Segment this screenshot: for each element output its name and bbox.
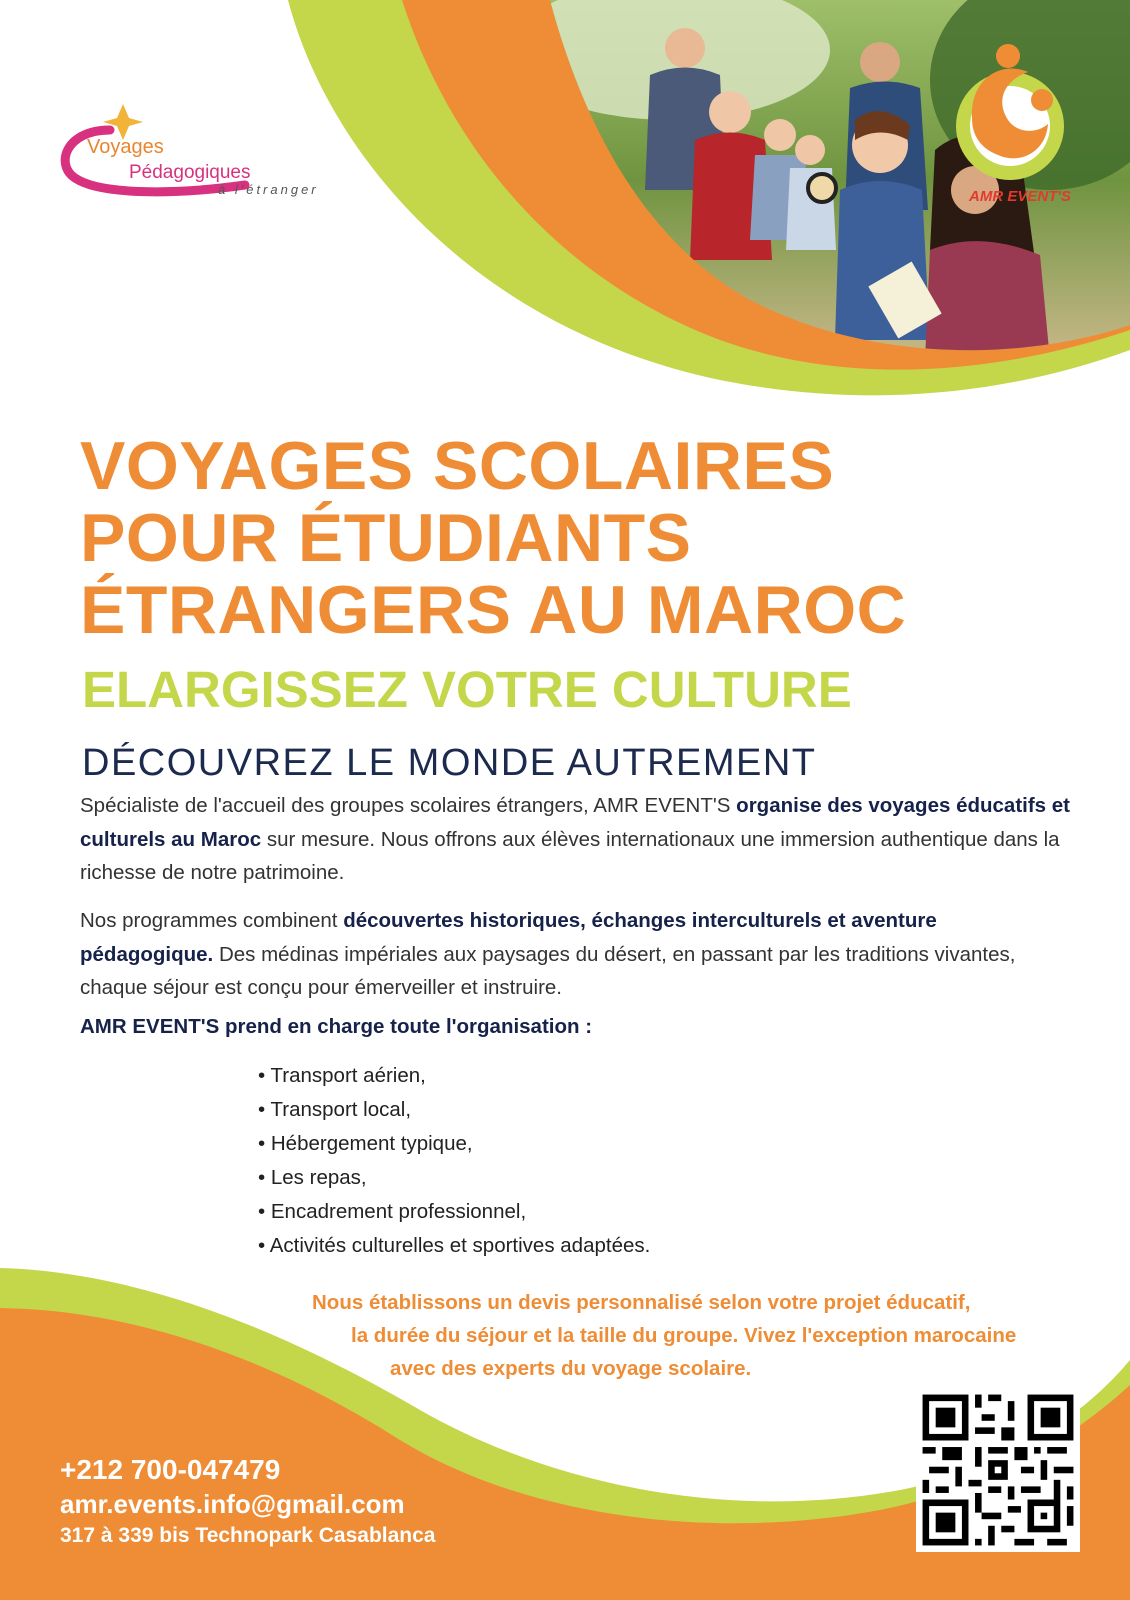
amr-figure-icon: [950, 40, 1090, 190]
intro-bold: organise des voyages éducatifs et culturels au Maroc: [80, 794, 1070, 851]
headline: [80, 430, 1090, 646]
programs-paragraph: [80, 904, 1070, 1005]
programs-bold: découvertes historiques, échanges interculturels et aventure pédagogique.: [80, 909, 937, 966]
cta-line-2: la durée du séjour et la taille du groupe. Vivez l'exception marocaine: [351, 1324, 1017, 1347]
services-list-title: AMR EVENT'S prend en charge toute l'organisation :: [80, 1015, 593, 1038]
contact-email[interactable]: amr.events.info@gmail.com: [60, 1489, 405, 1519]
headline-line-3: ÉTRANGERS AU MAROC: [80, 572, 907, 648]
intro-text-b: sur mesure. Nous offrons aux élèves internationaux une immersion authentique dans la richesse de notre patrimoine.: [80, 827, 1060, 884]
qr-code[interactable]: [916, 1388, 1080, 1552]
cta-line-3: avec des experts du voyage scolaire.: [390, 1357, 752, 1380]
voyages-pedagogiques-logo: [55, 100, 355, 210]
logo-line-pedagogiques: Pédagogiques: [129, 162, 251, 183]
amr-events-logo: [950, 40, 1090, 215]
intro-paragraph: [80, 789, 1070, 890]
intro-text-a: Spécialiste de l'accueil des groupes scolaires étrangers, AMR EVENT'S: [80, 794, 737, 817]
subheadline: ELARGISSEZ VOTRE CULTURE: [82, 661, 852, 718]
list-item: • Les repas,: [258, 1161, 650, 1195]
list-item: • Activités culturelles et sportives adaptées.: [258, 1229, 650, 1263]
contact-address: 317 à 339 bis Technopark Casablanca: [60, 1524, 436, 1547]
list-item: • Transport aérien,: [258, 1059, 650, 1093]
logo-line-etranger: à l'étranger: [218, 182, 319, 197]
amr-logo-text: AMR EVENT'S: [969, 188, 1071, 205]
tagline: DÉCOUVREZ LE MONDE AUTREMENT: [82, 742, 817, 784]
cta-line-1: Nous établissons un devis personnalisé selon votre projet éducatif,: [312, 1291, 971, 1314]
programs-text-a: Nos programmes combinent: [80, 909, 344, 932]
list-item: • Hébergement typique,: [258, 1127, 650, 1161]
logo-line-voyages: Voyages: [87, 136, 164, 158]
list-item: • Encadrement professionnel,: [258, 1195, 650, 1229]
list-item: • Transport local,: [258, 1093, 650, 1127]
headline-line-1: VOYAGES SCOLAIRES: [80, 428, 835, 504]
contact-phone[interactable]: +212 700-047479: [60, 1454, 281, 1485]
headline-line-2: POUR ÉTUDIANTS: [80, 500, 692, 576]
programs-text-b: Des médinas impériales aux paysages du désert, en passant par les traditions vivantes, chaque séjour est conçu pour émerveiller et instruire.: [80, 942, 1016, 999]
services-list: [258, 1059, 650, 1263]
